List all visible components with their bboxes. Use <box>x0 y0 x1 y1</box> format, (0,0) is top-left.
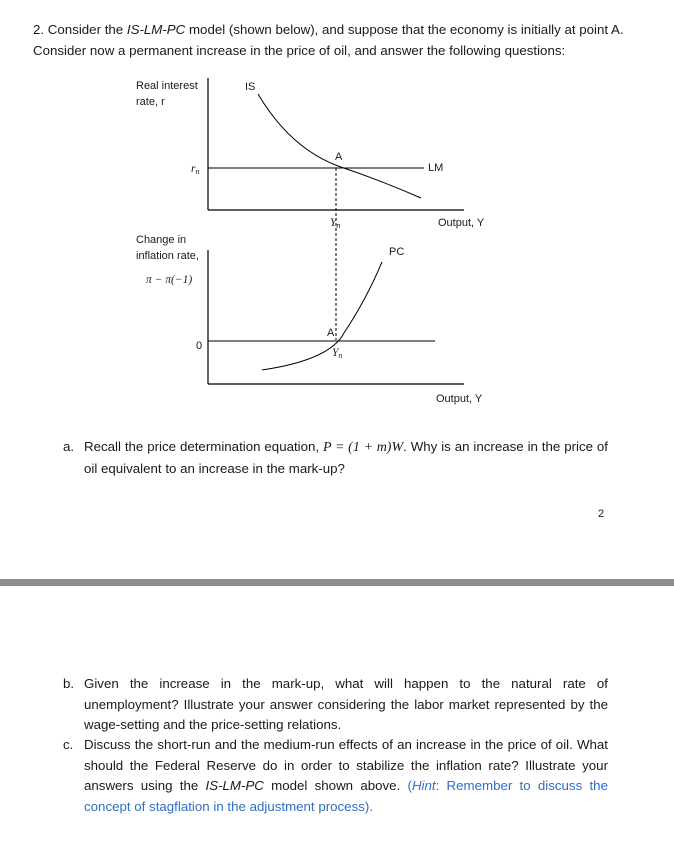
part-b-text: Given the increase in the mark-up, what will happen to the natural rate of unemployment? Illustrate your answer considering the labor market represented by the wage-setting and the price-setting relations. <box>84 676 608 732</box>
intro-text-2: model (shown below), and suppose that the economy is initially at point A. Consider now a permanent increase in the price of oil, and answer the following questions: <box>33 22 624 58</box>
is-label: IS <box>245 81 256 93</box>
part-c <box>63 735 608 817</box>
bottom-y-label-2: inflation rate, <box>136 250 199 262</box>
model-name: IS-LM-PC <box>126 22 186 37</box>
part-c-letter: c. <box>63 737 74 752</box>
bottom-y-formula: π − π(−1) <box>146 274 193 286</box>
bottom-y-label-1: Change in <box>136 234 187 246</box>
intro-text-1: Consider the <box>47 22 124 37</box>
question-number: 2. <box>33 22 45 37</box>
bottom-yn-tick: Yn <box>332 347 343 360</box>
part-a-text-1: Recall the price determination equation, <box>84 439 320 454</box>
zero-tick: 0 <box>196 340 203 352</box>
part-b-letter: b. <box>63 676 75 691</box>
top-y-label-2: rate, r <box>136 96 165 108</box>
top-y-label-1: Real interest <box>136 80 198 92</box>
page-number: 2 <box>598 508 605 520</box>
part-b <box>63 674 608 736</box>
part-a-text-2: . Why is an increase in the price of oil equivalent to an increase in the mark-up? <box>84 439 608 476</box>
part-c-text-1: Discuss the short-run and the medium-run effects of an increase in the price of oil. What should the Federal Reserve do in order to stabilize the inflation rate? Illustrate your answers using the <box>84 737 608 793</box>
pc-curve <box>262 262 382 370</box>
pc-label: PC <box>389 246 405 258</box>
part-a <box>63 437 608 479</box>
top-x-label: Output, Y <box>438 217 485 229</box>
page-divider <box>0 579 674 586</box>
top-yn-tick: Yn <box>330 217 341 230</box>
price-equation: P = (1 + m)W <box>323 440 404 455</box>
is-lm-pc-diagram <box>0 70 674 410</box>
hint-label: Hint <box>411 778 436 793</box>
part-c-model-name: IS-LM-PC <box>205 778 264 793</box>
is-curve <box>258 94 421 198</box>
lm-label: LM <box>428 162 444 174</box>
rate-tick-label: rn <box>191 163 200 176</box>
bottom-x-label: Output, Y <box>436 393 483 405</box>
part-c-text-2: model shown above. <box>271 778 401 793</box>
top-point-a-label: A <box>335 151 343 163</box>
hint-text: (Hint: Remember to discuss the concept of stagflation in the adjustment process). <box>84 778 608 814</box>
question-intro <box>33 19 643 61</box>
part-a-letter: a. <box>63 439 75 454</box>
bottom-point-a-label: A <box>327 327 335 339</box>
